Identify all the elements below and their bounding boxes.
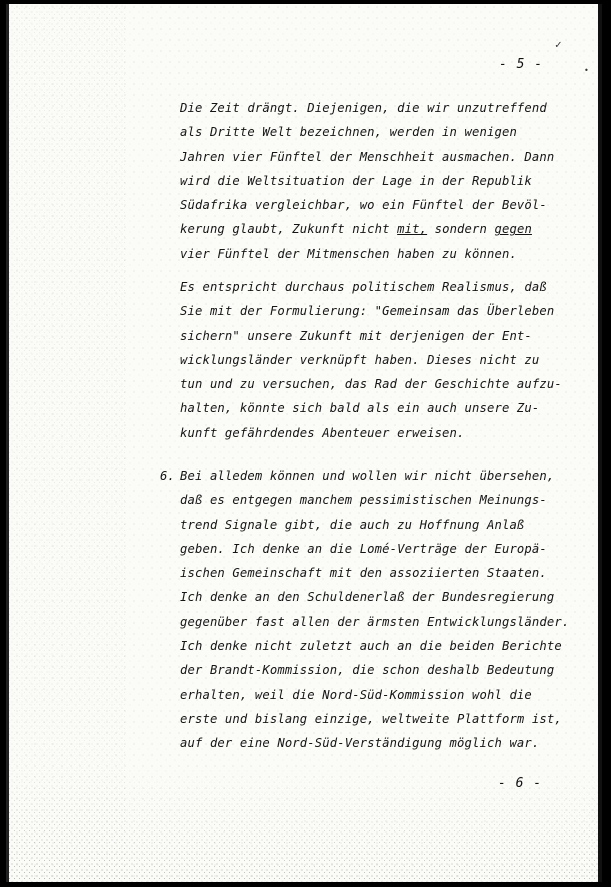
text-line: vier Fünftel der Mitmenschen haben zu können. (180, 246, 517, 261)
text-line: daß es entgegen manchem pessimistischen Meinungs- (180, 493, 547, 508)
text-segment: kerung glaubt, Zukunft nicht (180, 222, 390, 237)
paragraph-1 (180, 96, 570, 266)
text-line: Bei alledem können und wollen wir nicht übersehen, (180, 469, 555, 483)
text-line: Es entspricht durchaus politischem Realismus, daß (180, 280, 547, 294)
text-line: wird die Weltsituation der Lage in der Republik (180, 173, 532, 188)
underlined-word: mit, (397, 222, 428, 237)
text-line: kunft gefährdendes Abenteuer erweisen. (180, 425, 465, 440)
scan-edge-left (6, 4, 9, 882)
scan-mark: • (584, 66, 589, 75)
text-line: der Brandt-Kommission, die schon deshalb Bedeutung (180, 663, 555, 678)
text-line: Die Zeit drängt. Diejenigen, die wir unzutreffend (180, 101, 547, 115)
page-number-bottom: - 6 - (498, 776, 543, 791)
section-number: 6. (160, 469, 175, 483)
text-line: Jahren vier Fünftel der Menschheit ausmachen. Dann (180, 149, 555, 164)
text-line: Ich denke an den Schuldenerlaß der Bundesregierung (180, 590, 555, 605)
text-line: trend Signale gibt, die auch zu Hoffnung Anlaß (180, 517, 525, 532)
text-line-with-emphasis (180, 217, 570, 241)
text-line: erhalten, weil die Nord-Süd-Kommission wohl die (180, 687, 532, 702)
text-line: gegenüber fast allen der ärmsten Entwicklungsländer. (180, 614, 570, 629)
text-line: ischen Gemeinschaft mit den assoziierten Staaten. (180, 566, 547, 581)
text-line: halten, könnte sich bald als ein auch unsere Zu- (180, 401, 540, 416)
text-line: Südafrika vergleichbar, wo ein Fünftel der Bevöl- (180, 198, 547, 213)
underlined-word: gegen (494, 222, 532, 237)
text-line: Ich denke nicht zuletzt auch an die beiden Berichte (180, 639, 562, 654)
text-line: tun und zu versuchen, das Rad der Geschichte aufzu- (180, 377, 562, 392)
text-line: auf der eine Nord-Süd-Verständigung möglich war. (180, 736, 540, 751)
scan-edge-right (598, 4, 602, 882)
text-segment: sondern (427, 222, 495, 237)
paragraph-3 (180, 464, 570, 756)
document-page (6, 4, 602, 882)
text-line: erste und bislang einzige, weltweite Plattform ist, (180, 711, 562, 726)
text-line: wicklungsländer verknüpft haben. Dieses nicht zu (180, 352, 540, 367)
page-number-top: - 5 - (499, 57, 544, 72)
text-line: geben. Ich denke an die Lomé-Verträge der Europä- (180, 541, 547, 556)
text-line: als Dritte Welt bezeichnen, werden in wenigen (180, 125, 517, 140)
paragraph-2 (180, 275, 570, 445)
scan-mark: ✓ (555, 38, 562, 51)
text-line: Sie mit der Formulierung: "Gemeinsam das Überleben (180, 304, 555, 319)
text-line: sichern" unsere Zukunft mit derjenigen der Ent- (180, 328, 532, 343)
